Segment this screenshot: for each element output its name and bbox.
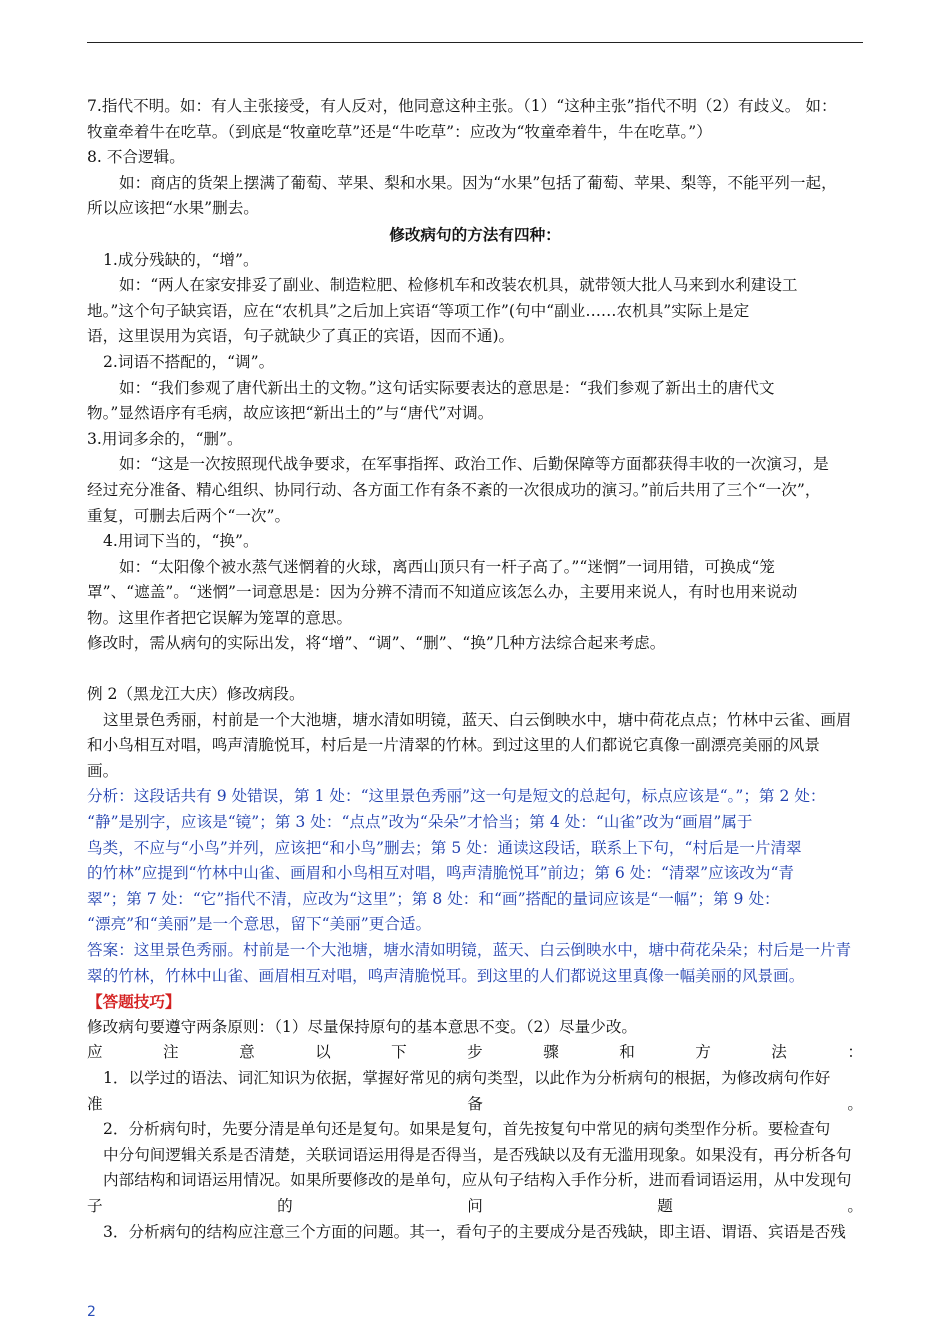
text-line: 8. 不合逻辑。 bbox=[87, 148, 185, 167]
spread-char: 和 bbox=[619, 1043, 635, 1062]
text-line: 物。这里作者把它误解为笼罩的意思。 bbox=[87, 608, 353, 627]
text-line: 所以应该把“水果”删去。 bbox=[87, 199, 259, 218]
text-line: 中分句间逻辑关系是否清楚，关联词语运用得是否得当，是否残缺以及有无滥用现象。如果没有，再分析各句 bbox=[103, 1145, 852, 1164]
text-line: 1.成分残缺的，“增”。 bbox=[103, 250, 259, 269]
spread-char: ： bbox=[847, 1043, 863, 1062]
text-line: 例 2（黑龙江大庆）修改病段。 bbox=[87, 685, 305, 704]
text-line: 如：“太阳像个被水蒸气迷惘着的火球，离西山顶只有一杆子高了。”“迷惘”一词用错，可换成“笼 bbox=[119, 557, 775, 576]
spread-char: 准 bbox=[87, 1094, 103, 1113]
spread-char: 子 bbox=[87, 1196, 103, 1215]
text-line: 经过充分准备、精心组织、协同行动、各方面工作有条不紊的一次很成功的演习。”前后共用了三个“一次”， bbox=[87, 480, 821, 499]
spread-line bbox=[87, 1040, 863, 1066]
text-line: 重复，可删去后两个“一次”。 bbox=[87, 506, 291, 525]
spread-char: 应 bbox=[87, 1043, 103, 1062]
text-line: “静”是别字，应该是“镜”；第 3 处：“点点”改为“朵朵”才恰当；第 4 处：“山雀”改为“画眉”属于 bbox=[87, 813, 753, 832]
spread-char: 题 bbox=[657, 1196, 673, 1215]
section-title: 修改病句的方法有四种： bbox=[389, 224, 561, 244]
spread-char: 。 bbox=[847, 1196, 863, 1215]
text-line: 画。 bbox=[87, 761, 119, 780]
text-line: 这里景色秀丽，村前是一个大池塘，塘水清如明镜，蓝天、白云倒映水中，塘中荷花点点；竹林中云雀、画眉 bbox=[103, 710, 852, 729]
text-line: 牧童牵着牛在吃草。（到底是“牧童吃草”还是“牛吃草”：应改为“牧童牵着牛，牛在吃草。”） bbox=[87, 122, 712, 141]
spread-char: 骤 bbox=[543, 1043, 559, 1062]
document-body bbox=[87, 94, 863, 1245]
spread-line bbox=[87, 1092, 863, 1118]
text-line: 7.指代不明。如：有人主张接受，有人反对，他同意这种主张。（1）“这种主张”指代不明（2）有歧义。 如： bbox=[87, 97, 837, 115]
tip-1: 1．以学过的语法、词汇知识为依据，掌握好常见的病句类型，以此作为分析病句的根据，为修改病句作好 bbox=[103, 1068, 831, 1087]
text-line: 的竹林”应提到“竹林中山雀、画眉和小鸟相互对唱，鸣声清脆悦耳”前边；第 6 处：“清翠”应该改为“青 bbox=[87, 864, 795, 883]
text-line: 分析：这段话共有 9 处错误，第 1 处：“这里景色秀丽”这一句是短文的总起句，标点应该是“。”；第 2 处： bbox=[87, 787, 826, 806]
spread-char: 步 bbox=[467, 1043, 483, 1062]
spread-char: 的 bbox=[277, 1196, 293, 1215]
text-line: 如：“两人在家安排妥了副业、制造粒肥、检修机车和改装农机具，就带领大批人马来到水利建设工 bbox=[119, 276, 798, 295]
text-line: “漂亮”和“美丽”是一个意思，留下“美丽”更合适。 bbox=[87, 915, 432, 934]
tip-2 bbox=[87, 1117, 863, 1194]
text-line: 翠”；第 7 处：“它”指代不清，应改为“这里”；第 8 处：和“画”搭配的量词应该是“一幅”；第 9 处： bbox=[87, 889, 780, 908]
spread-char: 方 bbox=[695, 1043, 711, 1062]
spread-char: 以 bbox=[315, 1043, 331, 1062]
section-example bbox=[87, 682, 863, 784]
page-number: 2 bbox=[87, 1304, 96, 1320]
text-line: 答案：这里景色秀丽。村前是一个大池塘，塘水清如明镜，蓝天、白云倒映水中，塘中荷花朵朵；村后是一片青 bbox=[87, 941, 852, 959]
text-line: 和小鸟相互对唱，鸣声清脆悦耳，村后是一片清翠的竹林。到过这里的人们都说它真像一副漂亮美丽的风景 bbox=[87, 736, 820, 755]
text-line: 语，这里误用为宾语，句子就缺少了真正的宾语，因而不通)。 bbox=[87, 327, 515, 346]
tips-heading: 【答题技巧】 bbox=[87, 992, 181, 1012]
section-analysis bbox=[87, 784, 863, 989]
text-line: 如：“我们参观了唐代新出土的文物。”这句话实际要表达的意思是：“我们参观了新出土的唐代文 bbox=[119, 378, 775, 397]
text-line: 内部结构和词语运用情况。如果所要修改的是单句，应从句子结构入手作分析，进而看词语运用，从中发现句 bbox=[103, 1171, 852, 1190]
spread-char: 下 bbox=[391, 1043, 407, 1062]
text-line: 3.用词多余的，“删”。 bbox=[87, 429, 243, 448]
spacer bbox=[87, 657, 863, 682]
spread-char: 意 bbox=[239, 1043, 255, 1062]
text-line: 如：“这是一次按照现代战争要求，在军事指挥、政治工作、后勤保障等方面都获得丰收的一次演习，是 bbox=[119, 455, 829, 474]
text-line: 如：商店的货架上摆满了葡萄、苹果、梨和水果。因为“水果”包括了葡萄、苹果、梨等，不能平列一起， bbox=[119, 173, 837, 192]
spread-char: 备 bbox=[467, 1094, 483, 1113]
spread-char: 法 bbox=[771, 1043, 787, 1062]
section-faulty-types bbox=[87, 94, 863, 222]
text-line: 4.用词下当的，“换”。 bbox=[103, 532, 259, 551]
tips-intro: 修改病句要遵守两条原则：（1）尽量保持原句的基本意思不变。（2）尽量少改。 bbox=[87, 1017, 638, 1036]
header-rule bbox=[87, 42, 863, 43]
text-line: 地。”这个句子缺宾语，应在“农机具”之后加上宾语“等项工作”(句中“副业……农机具”实际上是定 bbox=[87, 301, 750, 320]
spread-char: 问 bbox=[467, 1196, 483, 1215]
spread-line bbox=[87, 1194, 863, 1220]
text-line: 鸟类，不应与“小鸟”并列，应该把“和小鸟”删去；第 5 处：通读这段话，联系上下句，“村后是一片清翠 bbox=[87, 838, 802, 857]
section-methods bbox=[87, 248, 863, 658]
spread-char: 。 bbox=[847, 1094, 863, 1113]
spread-char: 注 bbox=[163, 1043, 179, 1062]
text-line: 2．分析病句时，先要分清是单句还是复句。如果是复句，首先按复句中常见的病句类型作分析。要检查句 bbox=[103, 1120, 831, 1139]
text-line: 罩”、“遮盖”。“迷惘”一词意思是：因为分辨不清而不知道应该怎么办，主要用来说人，有时也用来说动 bbox=[87, 583, 798, 602]
tip-3: 3．分析病句的结构应注意三个方面的问题。其一，看句子的主要成分是否残缺，即主语、谓语、宾语是否残 bbox=[103, 1222, 846, 1241]
text-line: 2.词语不搭配的，“调”。 bbox=[103, 352, 275, 371]
text-line: 修改时，需从病句的实际出发，将“增”、“调”、“删”、“换”几种方法综合起来考虑。 bbox=[87, 634, 666, 653]
text-line: 翠的竹林，竹林中山雀、画眉相互对唱，鸣声清脆悦耳。到这里的人们都说这里真像一幅美丽的风景画。 bbox=[87, 966, 805, 985]
text-line: 物。”显然语序有毛病，故应该把“新出土的”与“唐代”对调。 bbox=[87, 404, 494, 423]
